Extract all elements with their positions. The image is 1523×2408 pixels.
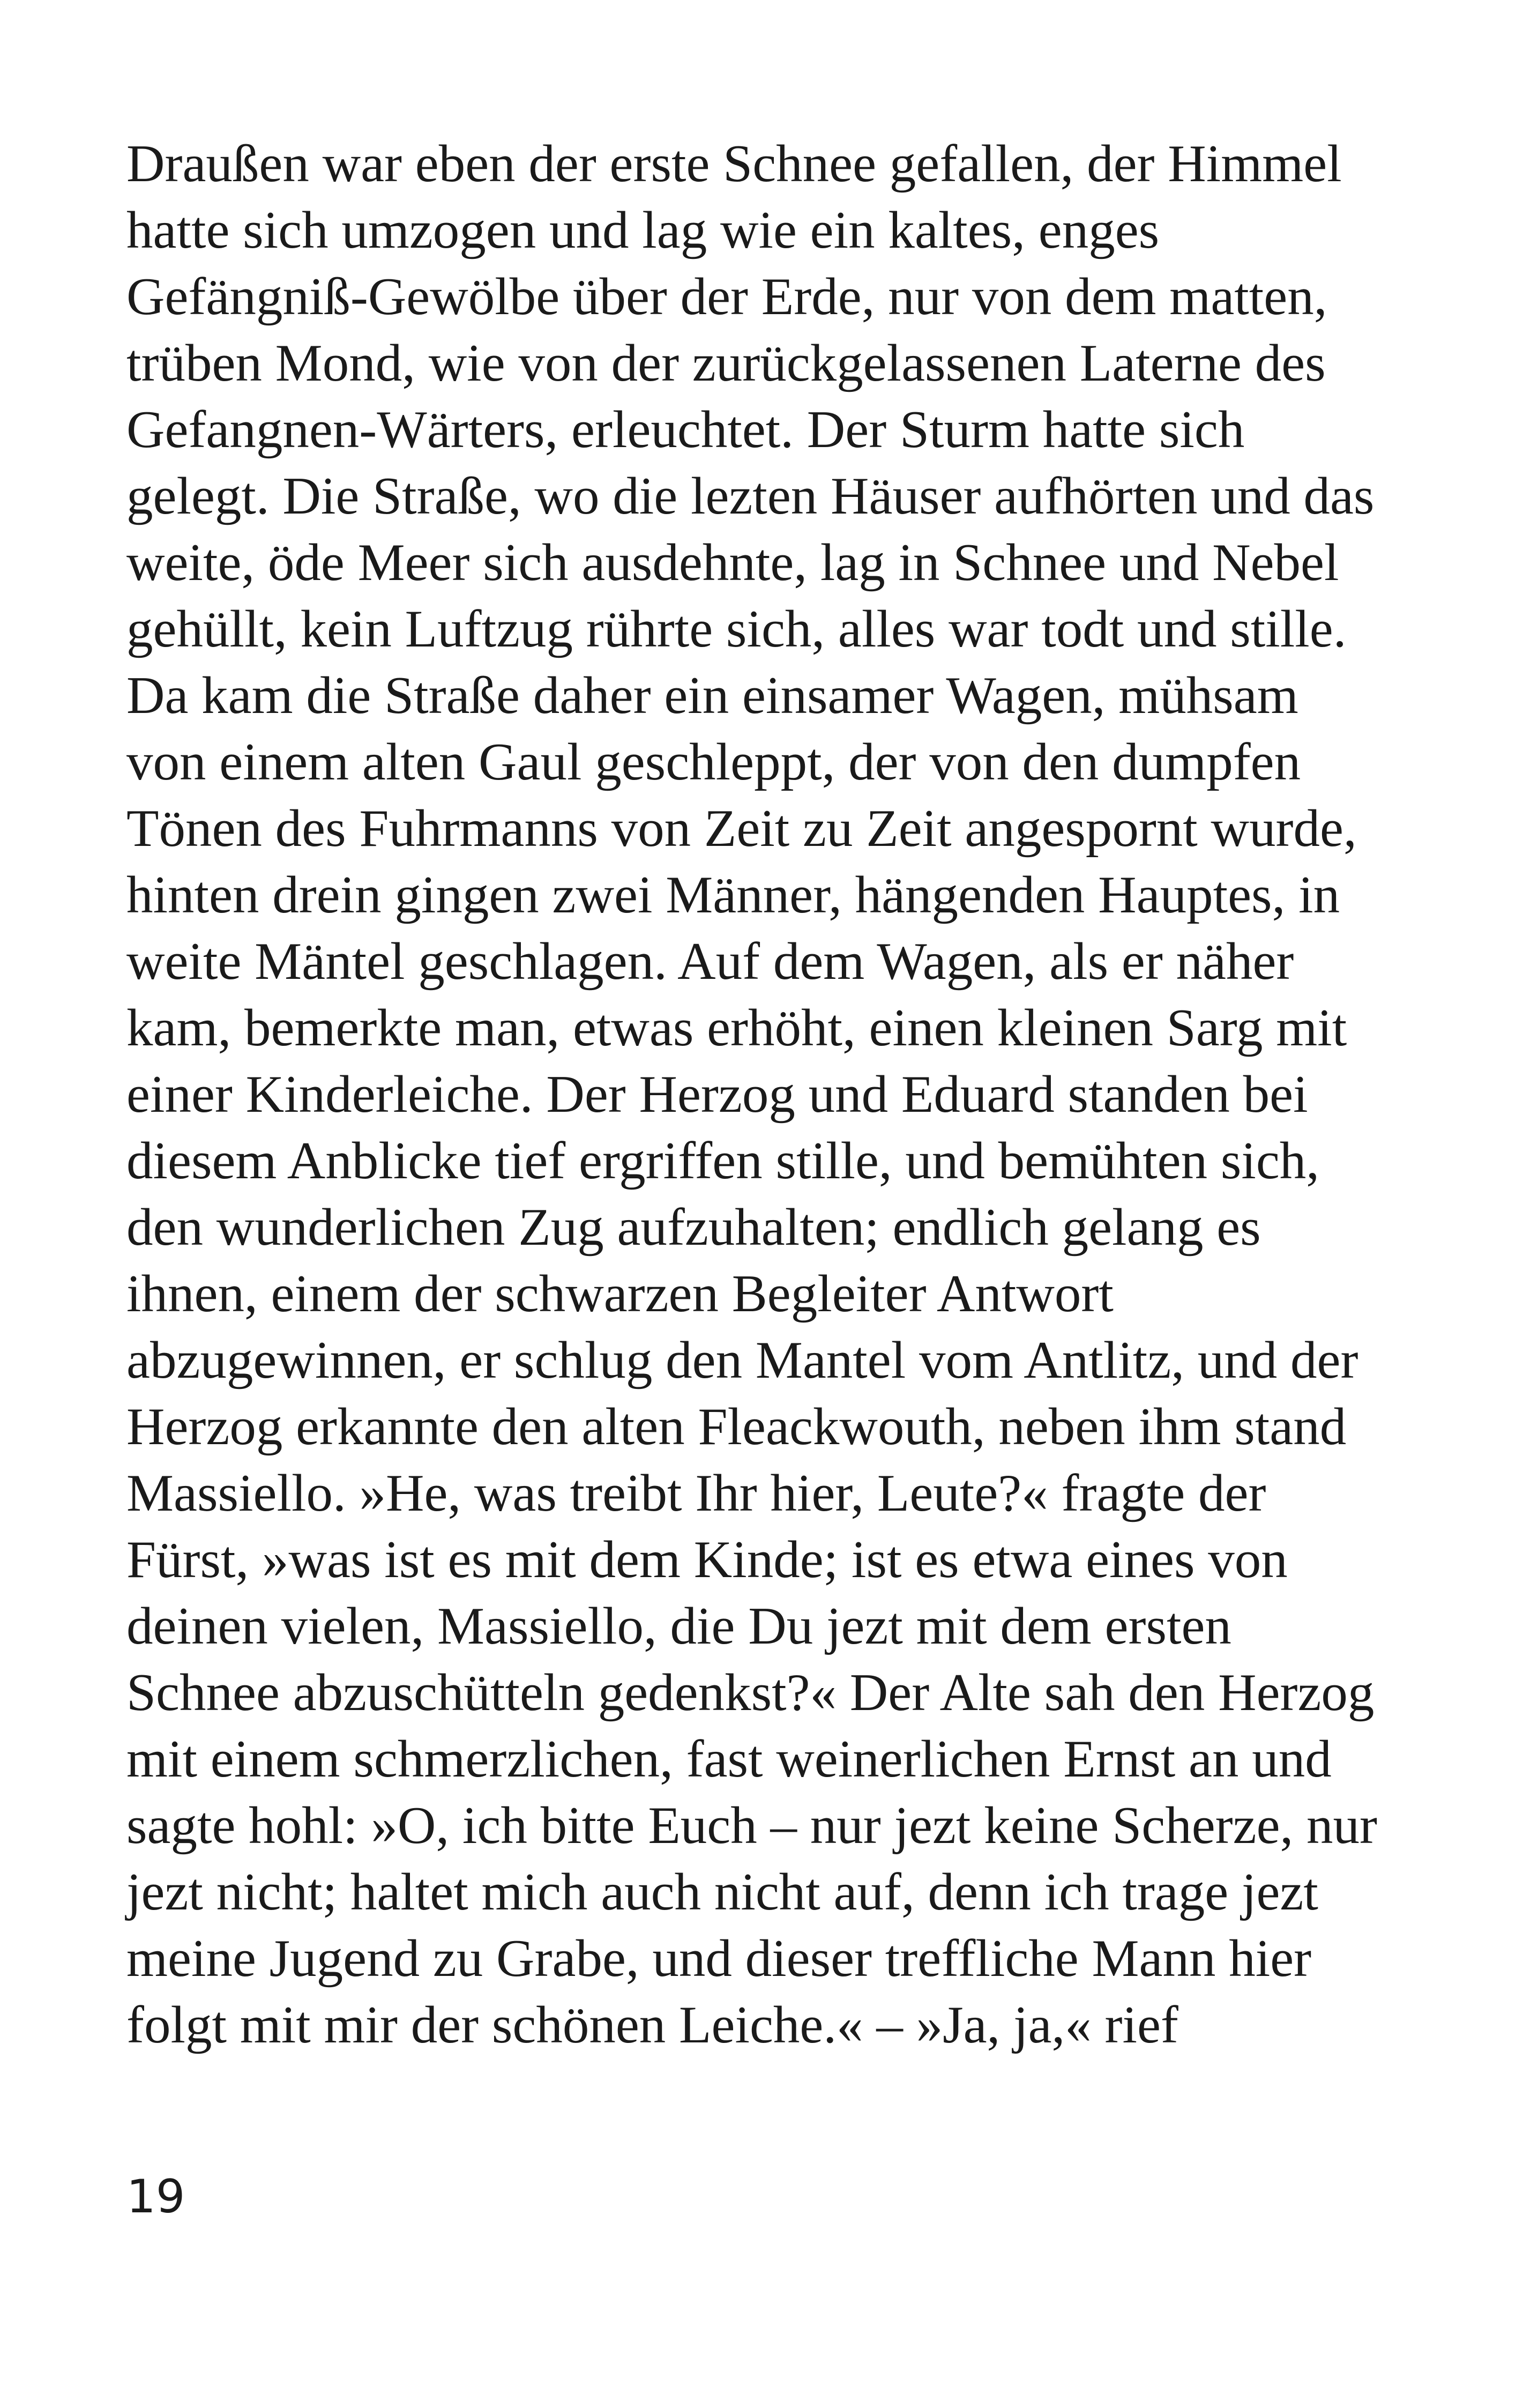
text-line: Tönen des Fuhrmanns von Zeit zu Zeit angespornt wurde,: [126, 799, 1357, 858]
text-line: diesem Anblicke tief ergriffen stille, und bemühten sich,: [126, 1132, 1320, 1190]
text-line: Da kam die Straße daher ein einsamer Wagen, mühsam: [126, 666, 1298, 725]
text-line: trüben Mond, wie von der zurückgelassenen Laterne des: [126, 334, 1326, 392]
text-line: deinen vielen, Massiello, die Du jezt mit dem ersten: [126, 1597, 1231, 1655]
text-line: von einem alten Gaul geschleppt, der von den dumpfen: [126, 733, 1301, 791]
text-line: meine Jugend zu Grabe, und dieser treffliche Mann hier: [126, 1929, 1312, 1988]
text-line: sagte hohl: »O, ich bitte Euch – nur jezt keine Scherze, nur: [126, 1796, 1377, 1855]
text-line: gehüllt, kein Luftzug rührte sich, alles war todt und stille.: [126, 600, 1347, 658]
page-number: 19: [126, 2170, 185, 2224]
text-line: weite Mäntel geschlagen. Auf dem Wagen, als er näher: [126, 932, 1294, 991]
text-line: gelegt. Die Straße, wo die lezten Häuser aufhörten und das: [126, 467, 1375, 525]
text-line: einer Kinderleiche. Der Herzog und Eduard standen bei: [126, 1065, 1308, 1124]
text-line: folgt mit mir der schönen Leiche.« – »Ja, ja,« rief: [126, 1996, 1178, 2054]
text-line: hatte sich umzogen und lag wie ein kaltes, enges: [126, 201, 1160, 259]
text-line: Draußen war eben der erste Schnee gefallen, der Himmel: [126, 135, 1342, 193]
text-line: mit einem schmerzlichen, fast weinerlichen Ernst an und: [126, 1730, 1332, 1788]
text-line: jezt nicht; haltet mich auch nicht auf, denn ich trage jezt: [126, 1863, 1318, 1921]
text-line: Gefängniß-Gewölbe über der Erde, nur von dem matten,: [126, 267, 1327, 326]
text-line: den wunderlichen Zug aufzuhalten; endlich gelang es: [126, 1198, 1261, 1257]
text-line: Fürst, »was ist es mit dem Kinde; ist es etwa eines von: [126, 1530, 1288, 1589]
text-line: weite, öde Meer sich ausdehnte, lag in Schnee und Nebel: [126, 533, 1339, 592]
text-line: hinten drein gingen zwei Männer, hängenden Hauptes, in: [126, 866, 1340, 924]
text-line: Massiello. »He, was treibt Ihr hier, Leute?« fragte der: [126, 1464, 1266, 1522]
body-text: [126, 131, 1423, 2058]
text-line: ihnen, einem der schwarzen Begleiter Antwort: [126, 1265, 1114, 1323]
text-line: Herzog erkannte den alten Fleackwouth, neben ihm stand: [126, 1398, 1347, 1456]
text-line: kam, bemerkte man, etwas erhöht, einen kleinen Sarg mit: [126, 999, 1347, 1057]
text-line: Schnee abzuschütteln gedenkst?« Der Alte sah den Herzog: [126, 1663, 1375, 1722]
text-line: abzugewinnen, er schlug den Mantel vom Antlitz, und der: [126, 1331, 1358, 1389]
text-line: Gefangnen-Wärters, erleuchtet. Der Sturm hatte sich: [126, 400, 1245, 459]
